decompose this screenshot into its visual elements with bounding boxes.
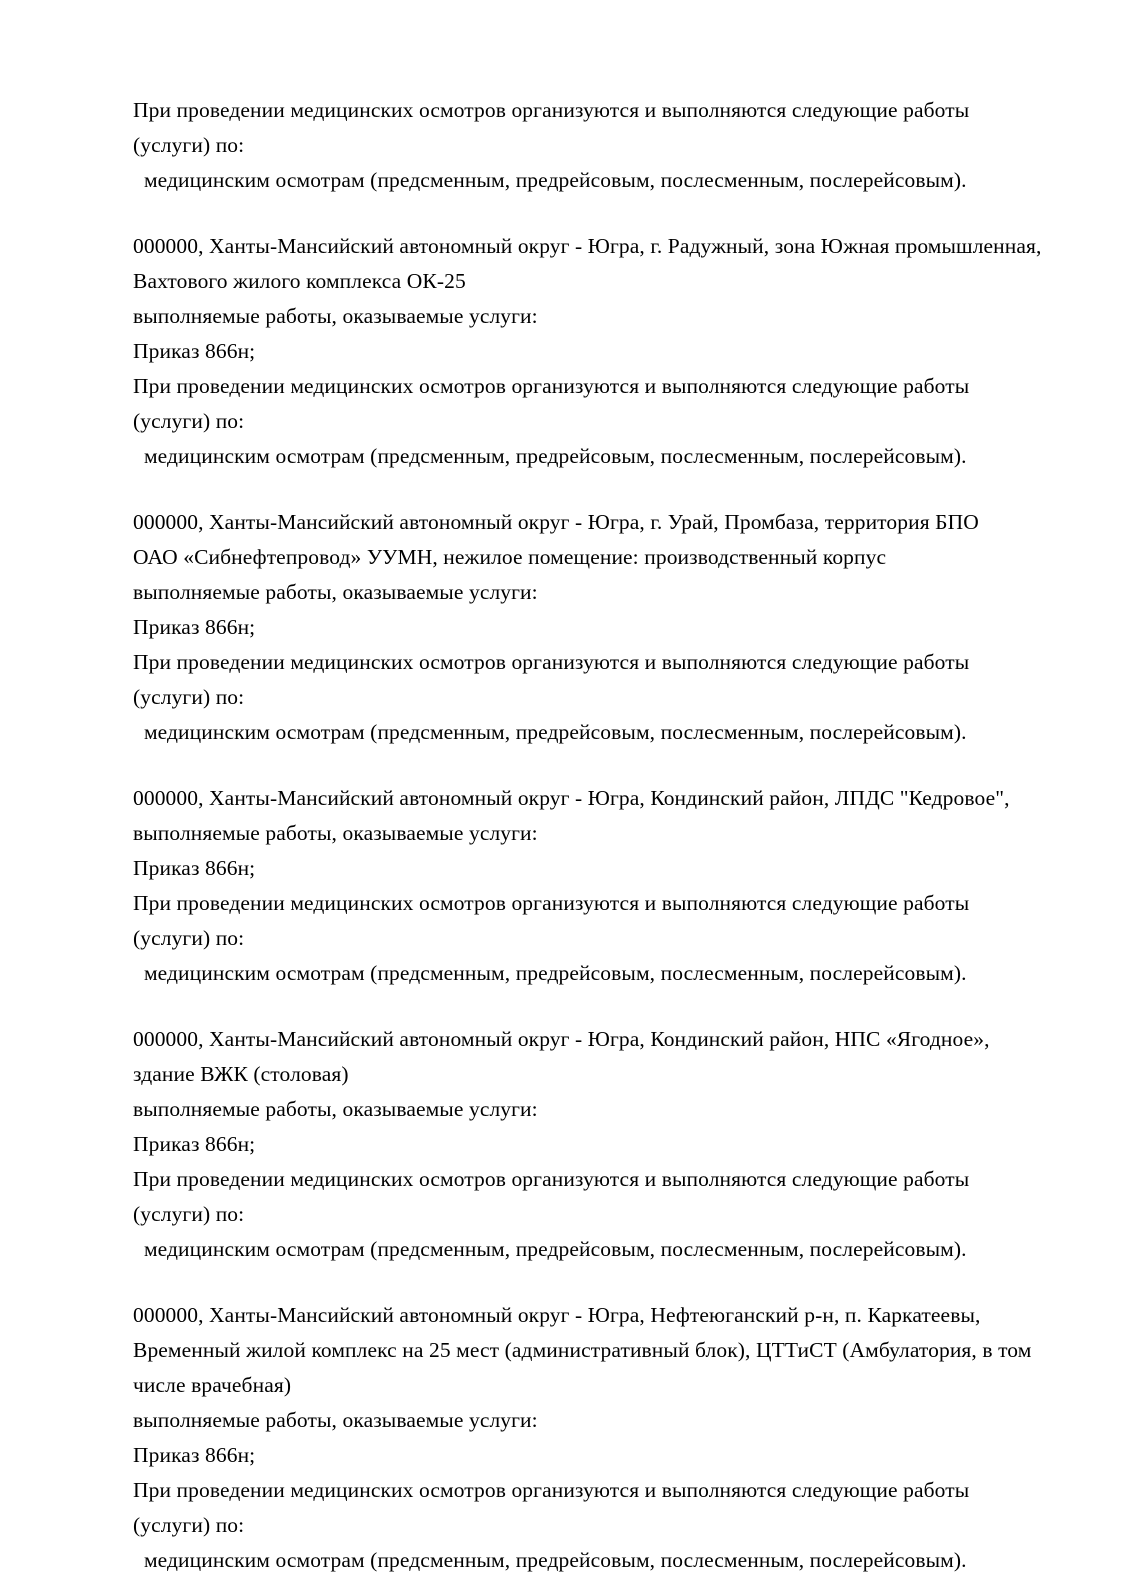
text-line: Приказ 866н; <box>133 856 256 880</box>
text-line: При проведении медицинских осмотров организуются и выполняются следующие работы <box>133 1478 970 1502</box>
text-line: выполняемые работы, оказываемые услуги: <box>133 304 538 328</box>
text-line: При проведении медицинских осмотров организуются и выполняются следующие работы <box>133 891 970 915</box>
text-line: ОАО «Сибнефтепровод» УУМН, нежилое помещение: производственный корпус <box>133 545 887 569</box>
document-body <box>133 93 1073 1578</box>
text-line: (услуги) по: <box>133 409 245 433</box>
text-line: При проведении медицинских осмотров организуются и выполняются следующие работы <box>133 650 970 674</box>
text-line: Приказ 866н; <box>133 339 256 363</box>
text-line: Вахтового жилого комплекса ОК-25 <box>133 269 466 293</box>
text-line: Приказ 866н; <box>133 615 256 639</box>
text-line: медицинским осмотрам (предсменным, предрейсовым, послесменным, послерейсовым). <box>133 1548 967 1572</box>
text-line: медицинским осмотрам (предсменным, предрейсовым, послесменным, послерейсовым). <box>133 961 967 985</box>
text-block <box>133 1298 1073 1578</box>
text-line: выполняемые работы, оказываемые услуги: <box>133 580 538 604</box>
text-line: здание ВЖК (столовая) <box>133 1062 349 1086</box>
text-line: выполняемые работы, оказываемые услуги: <box>133 1408 538 1432</box>
text-line: выполняемые работы, оказываемые услуги: <box>133 1097 538 1121</box>
text-block <box>133 229 1073 474</box>
text-line: медицинским осмотрам (предсменным, предрейсовым, послесменным, послерейсовым). <box>133 720 967 744</box>
text-line: (услуги) по: <box>133 1513 245 1537</box>
text-block <box>133 781 1073 991</box>
text-line: (услуги) по: <box>133 685 245 709</box>
text-line: медицинским осмотрам (предсменным, предрейсовым, послесменным, послерейсовым). <box>133 168 967 192</box>
text-line: (услуги) по: <box>133 133 245 157</box>
text-block <box>133 93 1073 198</box>
text-line: 000000, Ханты-Мансийский автономный округ - Югра, г. Радужный, зона Южная промышленная, <box>133 234 1042 258</box>
text-line: выполняемые работы, оказываемые услуги: <box>133 821 538 845</box>
text-line: Приказ 866н; <box>133 1443 256 1467</box>
text-line: числе врачебная) <box>133 1373 292 1397</box>
text-line: 000000, Ханты-Мансийский автономный округ - Югра, Кондинский район, НПС «Ягодное», <box>133 1027 990 1051</box>
text-line: При проведении медицинских осмотров организуются и выполняются следующие работы <box>133 374 970 398</box>
text-line: При проведении медицинских осмотров организуются и выполняются следующие работы <box>133 98 970 122</box>
text-line: 000000, Ханты-Мансийский автономный округ - Югра, г. Урай, Промбаза, территория БПО <box>133 510 979 534</box>
text-line: медицинским осмотрам (предсменным, предрейсовым, послесменным, послерейсовым). <box>133 1237 967 1261</box>
text-block <box>133 1022 1073 1267</box>
text-block <box>133 505 1073 750</box>
text-line: (услуги) по: <box>133 1202 245 1226</box>
text-line: (услуги) по: <box>133 926 245 950</box>
text-line: При проведении медицинских осмотров организуются и выполняются следующие работы <box>133 1167 970 1191</box>
text-line: 000000, Ханты-Мансийский автономный округ - Югра, Кондинский район, ЛПДС "Кедровое", <box>133 786 1010 810</box>
text-line: Временный жилой комплекс на 25 мест (административный блок), ЦТТиСТ (Амбулатория, в том <box>133 1338 1032 1362</box>
text-line: медицинским осмотрам (предсменным, предрейсовым, послесменным, послерейсовым). <box>133 444 967 468</box>
text-line: 000000, Ханты-Мансийский автономный округ - Югра, Нефтеюганский р-н, п. Каркатеевы, <box>133 1303 981 1327</box>
text-line: Приказ 866н; <box>133 1132 256 1156</box>
